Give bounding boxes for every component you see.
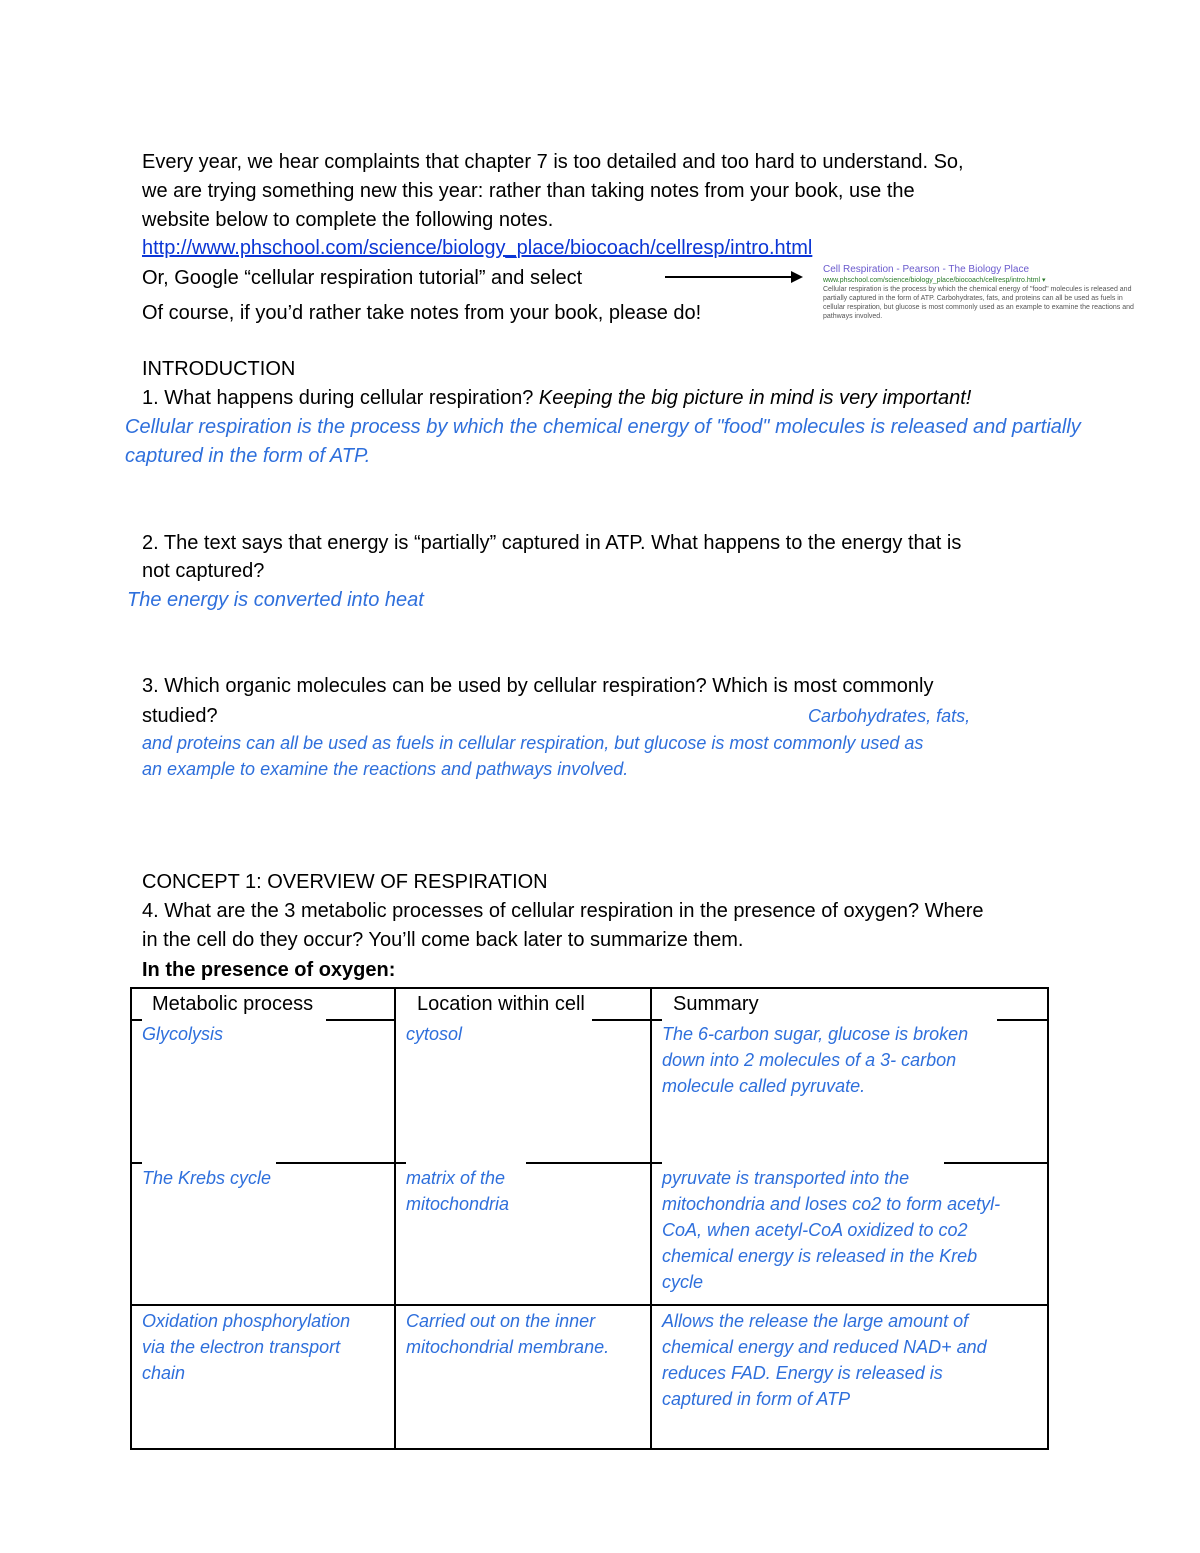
row-2-summary-line: pyruvate is transported into the	[662, 1168, 910, 1188]
row-line-fragment	[130, 1162, 142, 1164]
row-line-fragment	[944, 1162, 1049, 1164]
google-result-title: Cell Respiration - Pearson - The Biology Place	[823, 264, 1030, 275]
row-3-process	[142, 1308, 350, 1386]
row-line	[130, 1304, 1049, 1306]
column-divider-2	[650, 987, 652, 1450]
concept-1-heading: CONCEPT 1: OVERVIEW OF RESPIRATION	[142, 871, 548, 893]
row-line-fragment	[276, 1162, 394, 1164]
header-metabolic-process: Metabolic process	[152, 993, 314, 1015]
row-2-process: The Krebs cycle	[142, 1168, 272, 1188]
row-3-summary-line: captured in form of ATP	[662, 1389, 851, 1409]
tutorial-link[interactable]: http://www.phschool.com/science/biology_place/biocoach/cellresp/intro.html	[142, 237, 813, 259]
row-line-fragment	[592, 1019, 650, 1021]
question-1	[142, 384, 971, 412]
question-1-note: Keeping the big picture in mind is very important!	[538, 387, 972, 409]
google-result-url: www.phschool.com/science/biology_place/biocoach/cellresp/intro.html ▾	[823, 277, 1046, 284]
row-line-fragment	[130, 1019, 142, 1021]
answer-1-line-1: Cellular respiration is the process by which the chemical energy of "food" molecules is released and partially	[125, 416, 1081, 438]
row-2-summary-line: chemical energy is released in the Kreb	[662, 1246, 978, 1266]
row-line-fragment	[650, 1019, 662, 1021]
row-3-location-line: Carried out on the inner	[406, 1311, 596, 1331]
row-2-summary	[662, 1165, 1000, 1295]
oxygen-subheading: In the presence of oxygen:	[142, 959, 396, 981]
row-1-location: cytosol	[406, 1024, 463, 1044]
metabolic-process-table	[130, 987, 1049, 1450]
row-line-fragment	[650, 1162, 662, 1164]
row-3-summary-line: chemical energy and reduced NAD+ and	[662, 1337, 987, 1357]
answer-3-part-1: Carbohydrates, fats,	[808, 706, 971, 726]
row-2-summary-line: cycle	[662, 1272, 704, 1292]
row-1-summary-line: The 6-carbon sugar, glucose is broken	[662, 1024, 969, 1044]
question-3-line-2: studied?	[142, 705, 218, 727]
google-result-snippet-2: partially captured in the form of ATP. Carbohydrates, fats, and proteins can all be used as fuels in	[823, 295, 1123, 302]
row-1-summary-line: molecule called pyruvate.	[662, 1076, 866, 1096]
row-3-location	[406, 1308, 609, 1360]
google-result-image	[823, 264, 1153, 328]
column-divider-1	[394, 987, 396, 1450]
google-result-snippet-1: Cellular respiration is the process by which the chemical energy of "food" molecules is released and	[823, 286, 1132, 293]
row-1-summary-line: down into 2 molecules of a 3- carbon	[662, 1050, 957, 1070]
table-right-border	[1047, 987, 1049, 1450]
question-1-text: 1. What happens during cellular respiration?	[142, 387, 534, 409]
intro-line-3: website below to complete the following notes.	[142, 209, 554, 231]
row-3-summary	[662, 1308, 987, 1412]
row-1-process: Glycolysis	[142, 1024, 224, 1044]
row-3-process-line: via the electron transport	[142, 1337, 341, 1357]
google-result-snippet-3: cellular respiration, but glucose is most commonly used as an example to examine the reactions and	[823, 304, 1134, 311]
question-2-line-2: not captured?	[142, 560, 265, 582]
introduction-heading: INTRODUCTION	[142, 358, 296, 380]
row-3-summary-line: reduces FAD. Energy is released is	[662, 1363, 943, 1383]
header-summary: Summary	[673, 993, 759, 1015]
table-top-border	[130, 987, 1049, 989]
table-bottom-border	[130, 1448, 1049, 1450]
answer-3-line-2: and proteins can all be used as fuels in cellular respiration, but glucose is most commonly used as	[142, 733, 924, 753]
header-location: Location within cell	[417, 993, 585, 1015]
question-2-line-1: 2. The text says that energy is “partially” captured in ATP. What happens to the energy that is	[142, 532, 962, 554]
row-line-fragment	[326, 1019, 394, 1021]
row-line-fragment	[526, 1162, 650, 1164]
intro-line-2: we are trying something new this year: rather than taking notes from your book, use the	[142, 180, 915, 202]
google-instruction: Or, Google “cellular respiration tutorial” and select	[142, 267, 583, 289]
question-4-line-2: in the cell do they occur? You’ll come back later to summarize them.	[142, 929, 744, 951]
answer-1-line-2: captured in the form of ATP.	[125, 445, 371, 467]
answer-3-line-3: an example to examine the reactions and pathways involved.	[142, 759, 629, 779]
row-2-location	[406, 1165, 509, 1217]
answer-2: The energy is converted into heat	[127, 589, 424, 611]
intro-line-1: Every year, we hear complaints that chapter 7 is too detailed and too hard to understand. So,	[142, 151, 964, 173]
row-2-summary-line: CoA, when acetyl-CoA oxidized to co2	[662, 1220, 968, 1240]
row-2-location-line: matrix of the	[406, 1168, 506, 1188]
google-result-snippet-4: pathways involved.	[823, 313, 883, 320]
row-3-process-line: chain	[142, 1363, 186, 1383]
row-3-process-line: Oxidation phosphorylation	[142, 1311, 351, 1331]
row-3-location-line: mitochondrial membrane.	[406, 1337, 610, 1357]
row-1-summary	[662, 1021, 968, 1099]
question-3-line-1: 3. Which organic molecules can be used by cellular respiration? Which is most commonly	[142, 675, 934, 697]
row-2-summary-line: mitochondria and loses co2 to form acetyl-	[662, 1194, 1001, 1214]
table-left-border	[130, 987, 132, 1450]
row-2-location-line: mitochondria	[406, 1194, 510, 1214]
row-line-fragment	[997, 1019, 1049, 1021]
arrow-right-icon	[665, 266, 803, 288]
row-3-summary-line: Allows the release the large amount of	[662, 1311, 969, 1331]
row-line-fragment	[394, 1162, 406, 1164]
book-note: Of course, if you’d rather take notes from your book, please do!	[142, 302, 702, 324]
question-4-line-1: 4. What are the 3 metabolic processes of cellular respiration in the presence of oxygen? Where	[142, 900, 984, 922]
